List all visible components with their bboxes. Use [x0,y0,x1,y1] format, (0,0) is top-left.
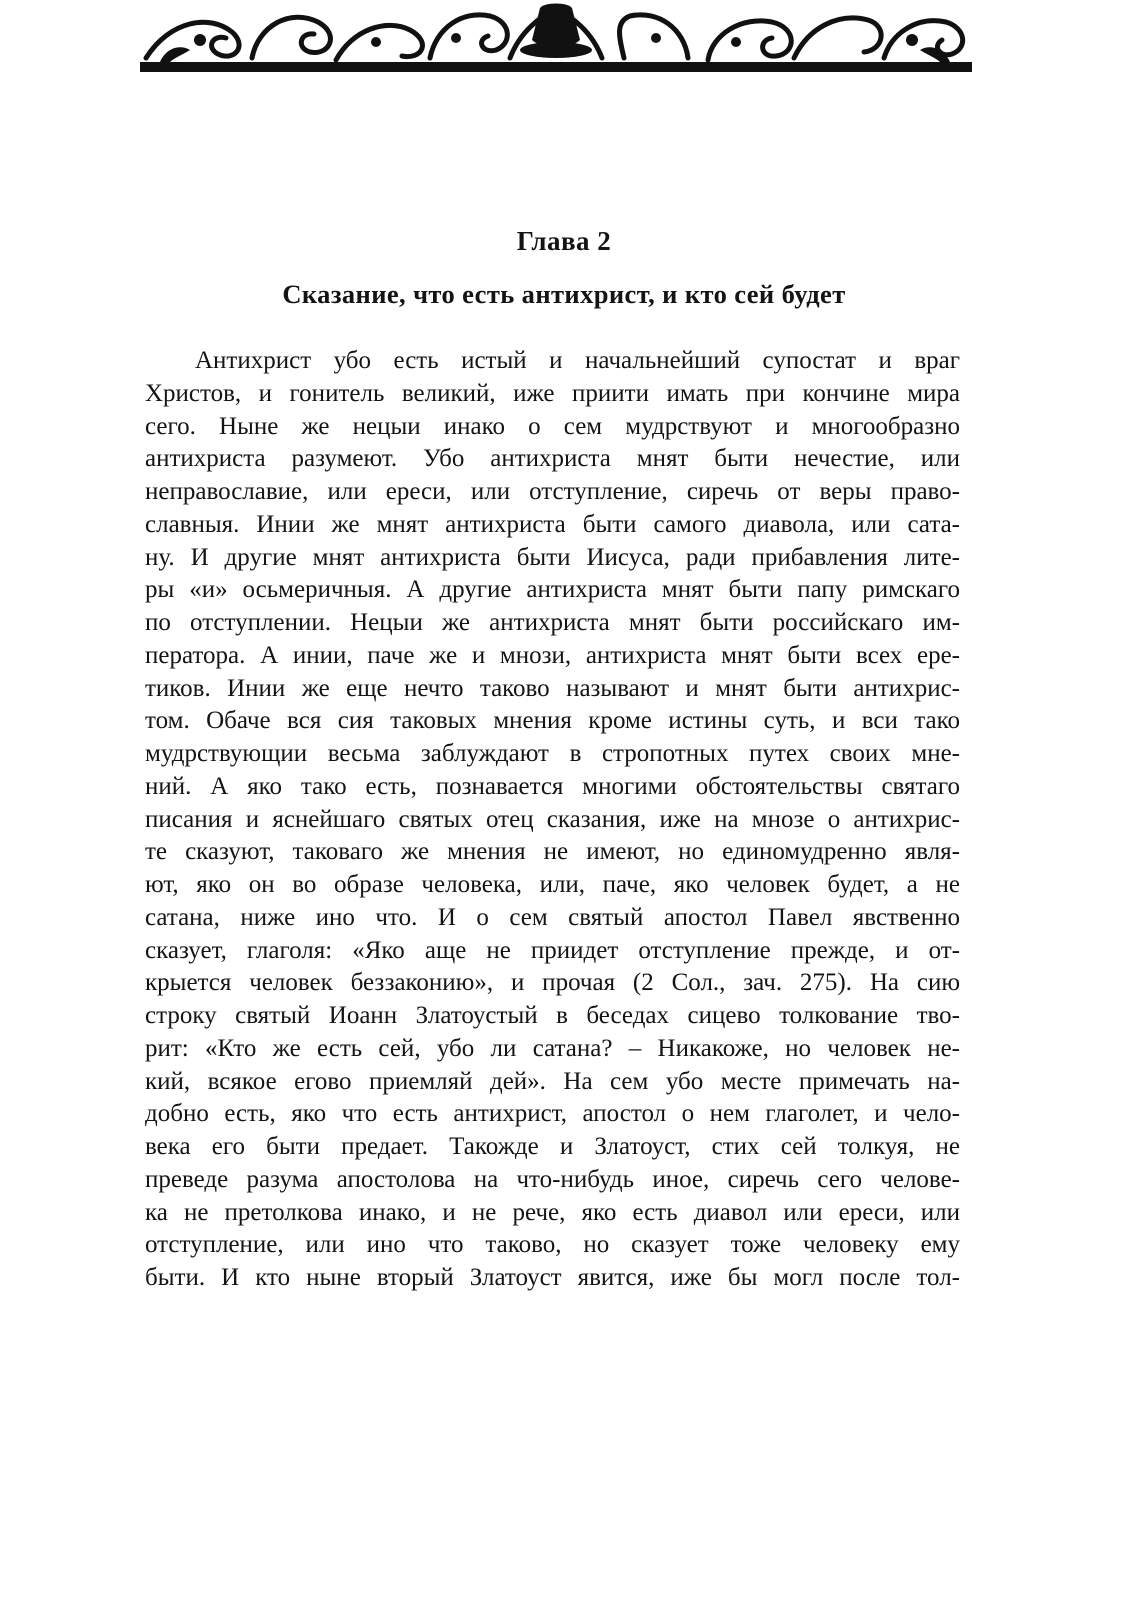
text-line: ры «и» осьмеричныя. А другие антихриста мнят быти папу римскаго [145,576,960,604]
text-line: века его быти предает. Такожде и Златоуст, стих сей толкуя, не [145,1133,960,1160]
body-text [145,345,960,1295]
text-line: отступление, или ино что таково, но сказует тоже человеку ему [145,1231,960,1259]
text-line: те сказуют, таковаго же мнения не имеют, но единомудренно явля- [145,838,960,866]
text-line: мудрствующии весьма заблуждают в стропотных путех своих мне- [145,740,960,767]
text-line: ний. А яко тако есть, познавается многими обстоятельствы святаго [145,772,960,800]
text-line: крыется человек беззаконию», и прочая (2 Сол., зач. 275). На сию [145,969,960,997]
text-line: по отступлении. Нецыи же антихриста мнят быти российскаго им- [145,609,960,636]
text-line: Христов, и гонитель великий, иже приити имать при кончине мира [145,379,960,407]
text-line: писания и яснейшаго святых отец сказания, иже на мнозе о антихрис- [145,805,960,833]
text-line: славныя. Инии же мнят антихриста быти самого диавола, или сата- [145,510,960,538]
text-line: ну. И другие мнят антихриста быти Иисуса, ради прибавления литe- [145,543,960,571]
text-line: том. Обаче вся сия таковых мнения кроме истины суть, и вси тако [145,707,960,735]
chapter-title: Глава 2 [516,226,612,256]
text-line: добно есть, яко что есть антихрист, апостол о нем глаголет, и чело- [145,1100,960,1128]
text-line: сего. Ныне же нецыи инако о сем мудрствуют и многообразно [145,412,960,440]
chapter-subtitle: Сказание, что есть антихрист, и кто сей будет [282,279,846,309]
text-line: быти. И кто ныне вторый Златоуст явится, иже бы могл после тол- [145,1264,960,1291]
text-line: рит: «Кто же есть сей, убо ли сатана? – Никакоже, но человек не- [145,1034,960,1062]
floral-ornament-band [140,0,972,76]
text-line: сказует, глаголя: «Яко аще не приидет отступление прежде, и от- [145,936,960,964]
text-line: тиков. Инии же еще нечто таково называют и мнят быти антихрис- [145,674,960,702]
text-line: сатана, ниже ино что. И о сем святый апостол Павел явственно [145,903,960,931]
text-line: кий, всякое егово приемляй дей». На сем убо месте примечать на- [145,1067,960,1095]
text-line: неправославие, или ереси, или отступление, сиречь от веры право- [145,478,960,505]
text-line: антихриста разумеют. Убо антихриста мнят быти нечестие, или [145,445,960,473]
text-line: ператора. А инии, паче же и мнози, антихриста мнят быти всех ере- [145,641,960,669]
text-line: строку святый Иоанн Златоустый в беседах сицево толкование тво- [145,1002,960,1029]
text-line: ка не претолкова инако, и не рече, яко есть диавол или ереси, или [145,1198,960,1226]
text-line: Антихрист убо есть истый и начальнейший супостат и враг [195,347,960,374]
text-line: преведе разума апостолова на что-нибудь иное, сиречь сего челове- [145,1165,960,1193]
text-line: ют, яко он во образе человека, или, паче, яко человек будет, а не [145,871,960,898]
